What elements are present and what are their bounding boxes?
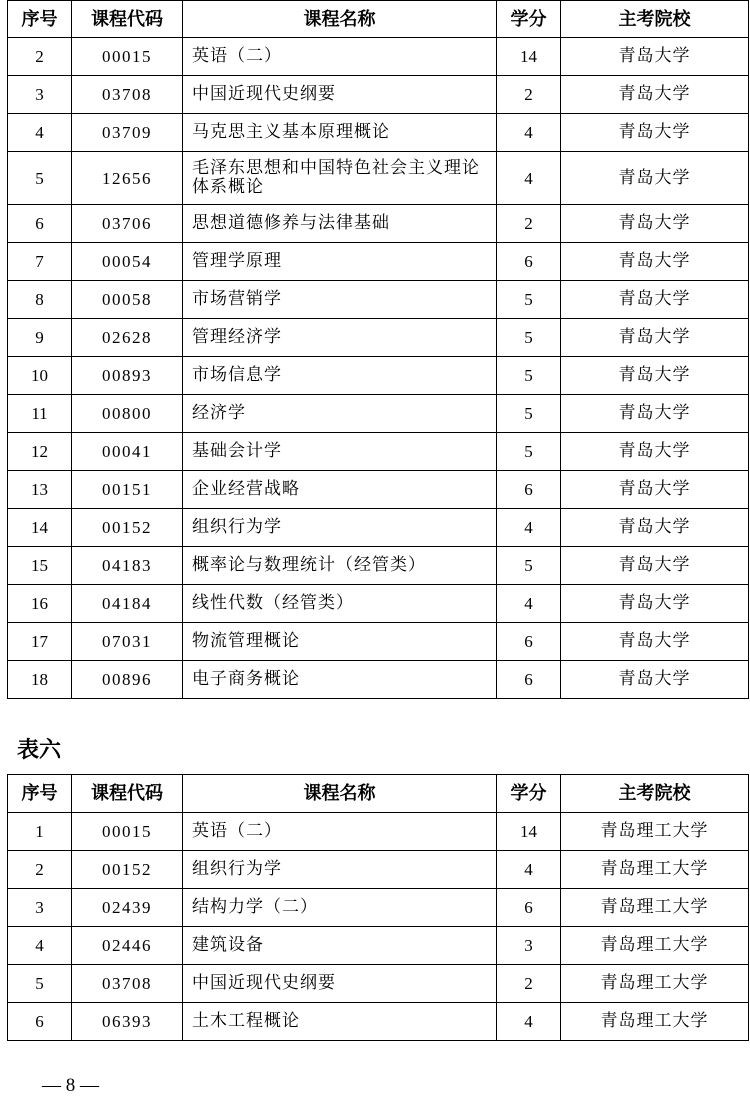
cell-credit: 2 [497,76,561,114]
cell-no: 4 [8,927,72,965]
cell-school: 青岛大学 [561,319,749,357]
cell-no: 11 [8,395,72,433]
cell-school: 青岛理工大学 [561,813,749,851]
cell-name: 思想道德修养与法律基础 [183,205,497,243]
cell-credit: 4 [497,851,561,889]
cell-credit: 6 [497,661,561,699]
cell-school: 青岛大学 [561,243,749,281]
cell-no: 8 [8,281,72,319]
cell-no: 12 [8,433,72,471]
table-row [8,357,749,395]
table-row [8,114,749,152]
cell-no: 15 [8,547,72,585]
cell-school: 青岛大学 [561,281,749,319]
cell-name: 土木工程概论 [183,1003,497,1041]
cell-code: 00015 [72,813,183,851]
cell-credit: 5 [497,319,561,357]
cell-code: 02446 [72,927,183,965]
cell-credit: 6 [497,243,561,281]
cell-no: 7 [8,243,72,281]
table-row [8,433,749,471]
cell-no: 3 [8,76,72,114]
table-row [8,76,749,114]
cell-credit: 5 [497,357,561,395]
cell-name: 管理学原理 [183,243,497,281]
header-no: 序号 [8,1,72,38]
cell-credit: 2 [497,965,561,1003]
cell-school: 青岛大学 [561,38,749,76]
section-title: 表六 [17,738,62,763]
cell-code: 02628 [72,319,183,357]
cell-school: 青岛大学 [561,623,749,661]
cell-name: 电子商务概论 [183,661,497,699]
cell-school: 青岛大学 [561,471,749,509]
header-school: 主考院校 [561,1,749,38]
cell-name: 组织行为学 [183,851,497,889]
cell-school: 青岛大学 [561,509,749,547]
cell-no: 16 [8,585,72,623]
cell-no: 5 [8,152,72,205]
cell-credit: 14 [497,38,561,76]
table-row [8,623,749,661]
header-no: 序号 [8,775,72,813]
cell-credit: 6 [497,471,561,509]
cell-no: 10 [8,357,72,395]
cell-code: 03708 [72,76,183,114]
cell-code: 03706 [72,205,183,243]
page-number: — 8 — [42,1075,99,1096]
cell-credit: 3 [497,927,561,965]
cell-code: 06393 [72,1003,183,1041]
cell-credit: 5 [497,281,561,319]
cell-credit: 2 [497,205,561,243]
cell-credit: 4 [497,509,561,547]
cell-school: 青岛大学 [561,205,749,243]
cell-code: 04184 [72,585,183,623]
cell-school: 青岛大学 [561,547,749,585]
header-code: 课程代码 [72,775,183,813]
table-row [8,38,749,76]
course-table-six [7,774,749,1041]
cell-no: 18 [8,661,72,699]
cell-school: 青岛理工大学 [561,965,749,1003]
cell-name: 英语（二） [183,813,497,851]
cell-code: 00015 [72,38,183,76]
cell-credit: 4 [497,585,561,623]
cell-school: 青岛大学 [561,661,749,699]
table-header-row [8,775,749,813]
cell-credit: 5 [497,547,561,585]
course-table-top [7,0,749,699]
table-header-row [8,1,749,38]
cell-name: 英语（二） [183,38,497,76]
cell-no: 1 [8,813,72,851]
table-row [8,152,749,205]
table-row [8,661,749,699]
cell-credit: 4 [497,114,561,152]
table-row [8,547,749,585]
table-row [8,509,749,547]
table-top-body [8,38,749,699]
cell-code: 07031 [72,623,183,661]
cell-no: 2 [8,38,72,76]
cell-name: 概率论与数理统计（经管类） [183,547,497,585]
cell-no: 2 [8,851,72,889]
cell-credit: 6 [497,889,561,927]
cell-school: 青岛理工大学 [561,889,749,927]
cell-name: 管理经济学 [183,319,497,357]
cell-code: 03708 [72,965,183,1003]
cell-credit: 5 [497,395,561,433]
cell-name: 市场营销学 [183,281,497,319]
table-row [8,319,749,357]
table-row [8,205,749,243]
table-six-body [8,813,749,1041]
cell-code: 00058 [72,281,183,319]
table-row [8,1003,749,1041]
cell-name: 线性代数（经管类） [183,585,497,623]
header-name: 课程名称 [183,775,497,813]
cell-school: 青岛大学 [561,76,749,114]
cell-school: 青岛理工大学 [561,851,749,889]
cell-no: 13 [8,471,72,509]
cell-school: 青岛大学 [561,585,749,623]
cell-name: 毛泽东思想和中国特色社会主义理论体系概论 [183,152,497,205]
table-row [8,965,749,1003]
cell-code: 00151 [72,471,183,509]
table-row [8,395,749,433]
cell-school: 青岛大学 [561,114,749,152]
cell-name: 中国近现代史纲要 [183,76,497,114]
header-name: 课程名称 [183,1,497,38]
table-row [8,243,749,281]
cell-name: 物流管理概论 [183,623,497,661]
cell-school: 青岛大学 [561,433,749,471]
cell-no: 6 [8,205,72,243]
cell-code: 00896 [72,661,183,699]
cell-code: 00800 [72,395,183,433]
cell-name: 基础会计学 [183,433,497,471]
cell-code: 03709 [72,114,183,152]
cell-school: 青岛理工大学 [561,1003,749,1041]
header-credit: 学分 [497,775,561,813]
cell-school: 青岛理工大学 [561,927,749,965]
cell-credit: 4 [497,1003,561,1041]
cell-code: 04183 [72,547,183,585]
cell-name: 企业经营战略 [183,471,497,509]
cell-credit: 5 [497,433,561,471]
cell-no: 14 [8,509,72,547]
table-row [8,585,749,623]
cell-name: 经济学 [183,395,497,433]
header-code: 课程代码 [72,1,183,38]
header-credit: 学分 [497,1,561,38]
cell-no: 5 [8,965,72,1003]
cell-no: 9 [8,319,72,357]
cell-code: 12656 [72,152,183,205]
cell-no: 4 [8,114,72,152]
cell-no: 3 [8,889,72,927]
cell-no: 17 [8,623,72,661]
header-school: 主考院校 [561,775,749,813]
cell-code: 00041 [72,433,183,471]
cell-name: 建筑设备 [183,927,497,965]
cell-code: 00152 [72,509,183,547]
table-row [8,813,749,851]
cell-no: 6 [8,1003,72,1041]
cell-credit: 4 [497,152,561,205]
table-row [8,281,749,319]
cell-name: 马克思主义基本原理概论 [183,114,497,152]
cell-school: 青岛大学 [561,357,749,395]
cell-code: 00893 [72,357,183,395]
cell-credit: 6 [497,623,561,661]
cell-name: 结构力学（二） [183,889,497,927]
cell-name: 组织行为学 [183,509,497,547]
cell-name: 市场信息学 [183,357,497,395]
table-row [8,927,749,965]
cell-credit: 14 [497,813,561,851]
cell-code: 00152 [72,851,183,889]
cell-name: 中国近现代史纲要 [183,965,497,1003]
cell-code: 00054 [72,243,183,281]
table-row [8,471,749,509]
table-row [8,851,749,889]
cell-code: 02439 [72,889,183,927]
table-row [8,889,749,927]
cell-school: 青岛大学 [561,395,749,433]
cell-school: 青岛大学 [561,152,749,205]
